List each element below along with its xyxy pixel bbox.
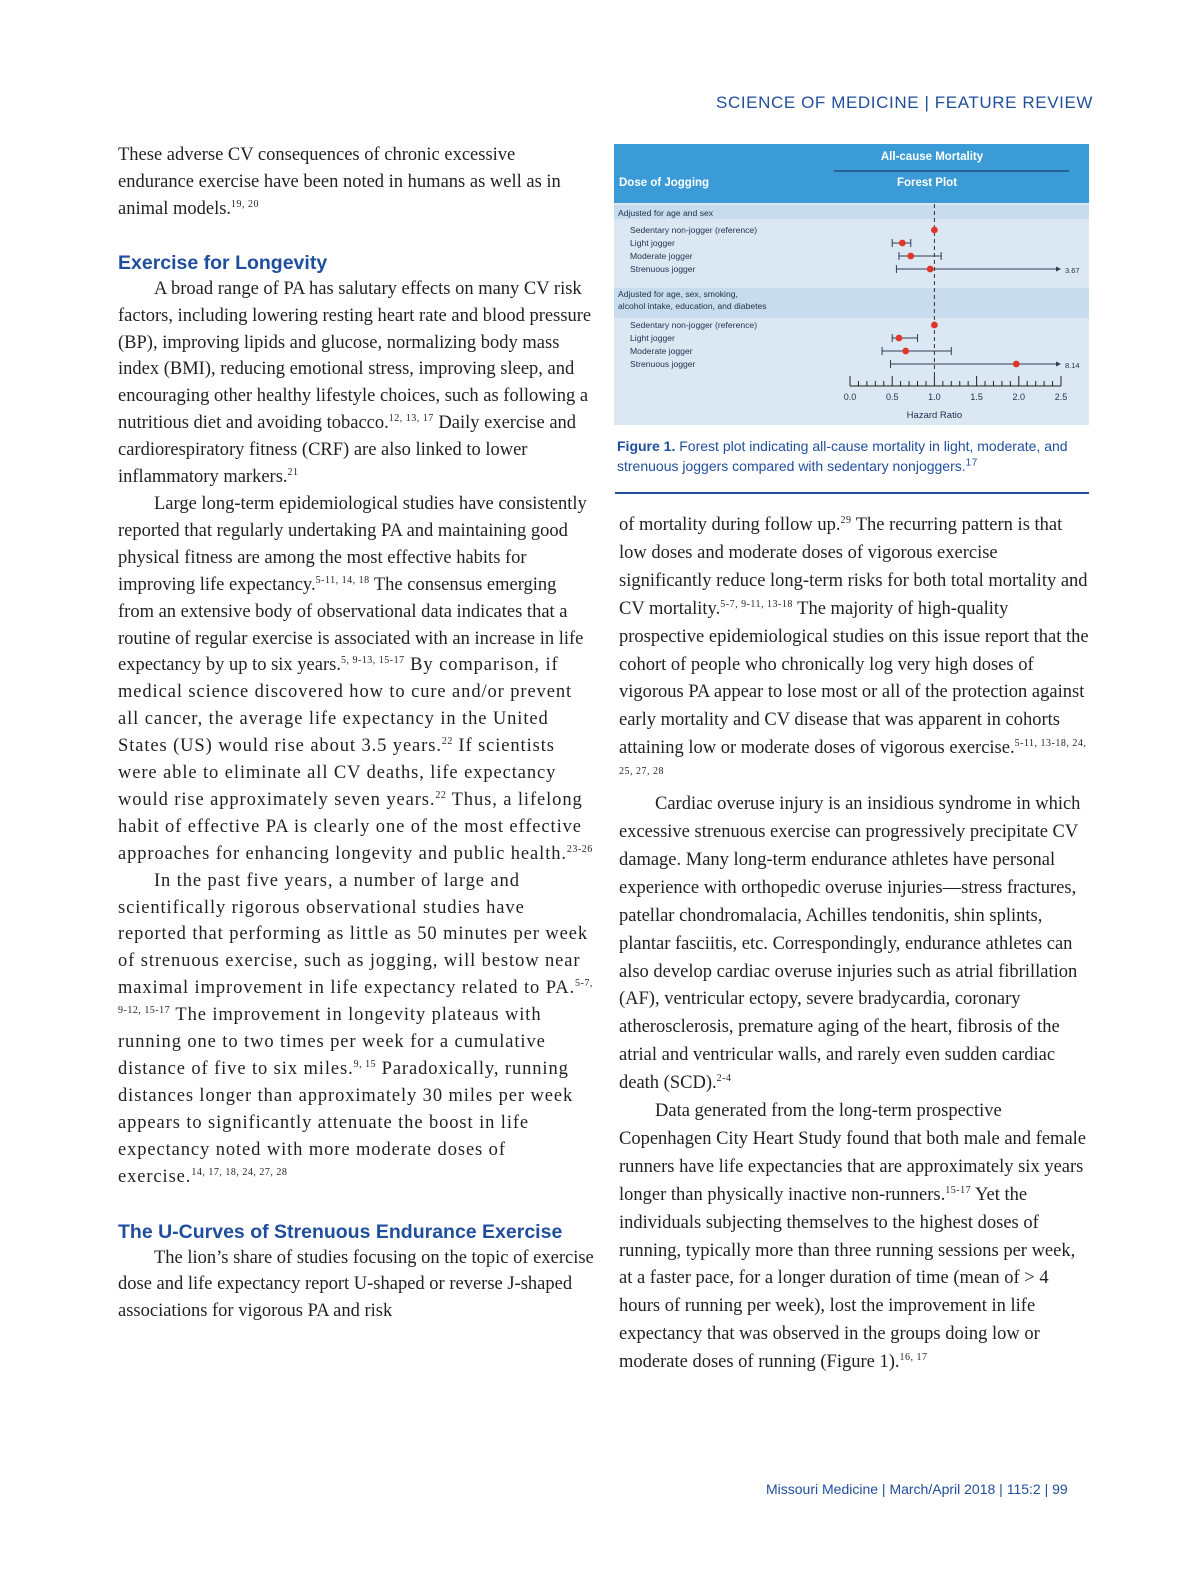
paragraph: In the past five years, a number of large and scientifically rigorous observational studies have reported that performing as little as 50 minutes per week of strenuous exercise, such as jogging, will bestow near maximal improvement in life expectancy related to PA.$^{5-7, 9-12, 15-17}$ The improvement in longevity plateaus with running one to two times per week for a cumulative distance of five to six miles.$^{9, 15}$ Paradoxically, running distances longer than approximately 30 miles per week appears to significantly attenuate the boost in life expectancy noted with more moderate doses of exercise.$^{14, 17, 18, 24, 27, 28}$ xyxy=(118,870,593,1187)
row-label: Moderate jogger xyxy=(630,346,693,356)
citation: 9, 15 xyxy=(353,1058,377,1070)
x-tick-label: 1.5 xyxy=(970,392,983,402)
header-chart-title: All-cause Mortality xyxy=(880,151,984,163)
hazard-ratio-point xyxy=(907,253,914,260)
ci-upper-label: 3.67 xyxy=(1065,266,1080,275)
hazard-ratio-point xyxy=(931,322,938,329)
row-label: Strenuous jogger xyxy=(630,264,696,274)
x-axis-title: Hazard Ratio xyxy=(906,410,963,421)
section-heading: Exercise for Longevity xyxy=(118,251,328,274)
header-dose-label: Dose of Jogging xyxy=(619,177,710,189)
figure-label: Figure 1. xyxy=(617,438,676,454)
citation: 16, 17 xyxy=(899,1352,928,1364)
citation: 5-11, 13-18, 24, 25, 27, 28 xyxy=(619,738,1087,777)
citation: 17 xyxy=(965,456,978,468)
row-label: Strenuous jogger xyxy=(630,359,696,369)
row-label: Light jogger xyxy=(630,333,675,343)
x-tick-label: 2.0 xyxy=(1012,392,1026,402)
hazard-ratio-point xyxy=(902,348,909,355)
hazard-ratio-point xyxy=(896,335,903,342)
figure-rule xyxy=(615,492,1089,494)
forest-plot-figure xyxy=(614,144,1089,425)
x-tick-label: 0.0 xyxy=(843,392,857,402)
group-label: Adjusted for age and sex xyxy=(618,208,714,218)
citation: 29 xyxy=(840,514,852,526)
citation: 14, 17, 18, 24, 27, 28 xyxy=(191,1166,288,1178)
hazard-ratio-point xyxy=(927,266,934,273)
x-tick-label: 1.0 xyxy=(928,392,941,402)
page-footer: Missouri Medicine | March/April 2018 | 115:2 | 99 xyxy=(766,1481,1068,1497)
hazard-ratio-point xyxy=(931,227,938,234)
section-heading: The U-Curves of Strenuous Endurance Exercise xyxy=(118,1220,563,1243)
figure-caption: Figure 1. Forest plot indicating all-cause mortality in light, moderate, and strenuous joggers compared with sedentary nonjoggers.$^{17}$ xyxy=(617,438,1068,474)
ci-upper-label: 8.14 xyxy=(1065,361,1080,370)
citation: 5-11, 14, 18 xyxy=(315,574,370,586)
citation: 5, 9-13, 15-17 xyxy=(340,655,405,667)
right-column xyxy=(619,512,1089,1377)
row-label: Moderate jogger xyxy=(630,251,693,261)
citation: 5-7, 9-11, 13-18 xyxy=(720,598,793,610)
paragraph: Data generated from the long-term prospective Copenhagen City Heart Study found that both male and female runners have life expectancies that are approximately six years longer than physically inactive non-runners.$^{15-17}$ Yet the individuals subjecting themselves to the highest doses of running, typically more than three running sessions per week, at a faster pace, for a longer duration of time (mean of > 4 hours of running per week), lost the improvement in life expectancy that was observed in the groups doing low or moderate doses of running (Figure 1).$^{16, 17}$ xyxy=(619,1101,1087,1373)
paragraph: These adverse CV consequences of chronic excessive endurance exercise have been noted in humans as well as in animal models.$^{19, 20}$ xyxy=(118,145,561,219)
row-label: Light jogger xyxy=(630,238,675,248)
citation: 15-17 xyxy=(945,1184,972,1196)
citation: 22 xyxy=(435,789,447,801)
row-label: Sedentary non-jogger (reference) xyxy=(630,320,758,330)
header-chart-subtitle: Forest Plot xyxy=(896,177,958,189)
paragraph: Large long-term epidemiological studies have consistently reported that regularly undertaking PA and maintaining good physical fitness are among the most effective habits for improving life expectancy.$^{5-11, 14, 18}$ The consensus emerging from an extensive body of observational data indicates that a routine of regular exercise is associated with an increase in life expectancy by up to six years.$^{5, 9-13, 15-17}$ By comparison, if medical science discovered how to cure and/or prevent all cancer, the average life expectancy in the United States (US) would rise about 3.5 years.$^{22}$ If scientists were able to eliminate all CV deaths, life expectancy would rise approximately seven years.$^{22}$ Thus, a lifelong habit of effective PA is clearly one of the most effective approaches for enhancing longevity and public health.$^{23-26}$ xyxy=(118,493,593,864)
citation: 12, 13, 17 xyxy=(388,413,434,425)
running-header: SCIENCE OF MEDICINE | FEATURE REVIEW xyxy=(716,93,1094,112)
group-label: alcohol intake, education, and diabetes xyxy=(618,301,767,311)
citation: 22 xyxy=(441,735,453,747)
paragraph: of mortality during follow up.$^{29}$ The recurring pattern is that low doses and moderate doses of vigorous exercise significantly reduce long-term risks for both total mortality and CV mortality.$^{5-7, 9-11, 13-18}$ The majority of high-quality prospective epidemiological studies on this issue report that the cohort of people who chronically log very high doses of vigorous PA appear to lose most or all of the protection against early mortality and CV disease that was apparent in cohorts attaining low or moderate doses of vigorous exercise.$^{5-11, 13-18, 24, 25, 27, 28}$ xyxy=(619,514,1089,777)
row-label: Sedentary non-jogger (reference) xyxy=(630,225,758,235)
left-column xyxy=(118,142,594,1325)
paragraph: The lion’s share of studies focusing on the topic of exercise dose and life expectancy report U-shaped or reverse J-shaped associations for vigorous PA and risk xyxy=(118,1247,594,1322)
x-tick-label: 2.5 xyxy=(1054,392,1068,402)
citation: 19, 20 xyxy=(231,198,260,210)
x-tick-label: 0.5 xyxy=(885,392,899,402)
header-band xyxy=(614,144,1089,203)
citation: 5-7, 9-12, 15-17 xyxy=(118,978,593,1017)
citation: 23-26 xyxy=(566,843,593,855)
citation: 2-4 xyxy=(716,1072,732,1084)
hazard-ratio-point xyxy=(1013,361,1020,368)
citation: 21 xyxy=(287,466,299,478)
paragraph: A broad range of PA has salutary effects on many CV risk factors, including lowering resting heart rate and blood pressure (BP), improving lipids and glucose, normalizing body mass index (BMI), reducing emotional stress, improving sleep, and encouraging other healthy lifestyle choices, such as following a nutritious diet and avoiding tobacco.$^{12, 13, 17}$ Daily exercise and cardiorespiratory fitness (CRF) are also linked to lower inflammatory markers.$^{21}$ xyxy=(118,278,592,488)
group-label: Adjusted for age, sex, smoking, xyxy=(618,289,738,299)
forest-plot xyxy=(614,144,1089,425)
paragraph: Cardiac overuse injury is an insidious syndrome in which excessive strenuous exercise can progressively precipitate CV damage. Many long-term endurance athletes have personal experience with orthopedic overuse injuries—stress fractures, patellar chondromalacia, Achilles tendonitis, shin splints, plantar fasciitis, etc. Correspondingly, endurance athletes can also develop cardiac overuse injuries such as atrial fibrillation (AF), ventricular ectopy, severe bradycardia, coronary atherosclerosis, premature aging of the heart, fibrosis of the atrial and ventricular walls, and rarely even sudden cardiac death (SCD).$^{2-4}$ xyxy=(619,794,1081,1094)
hazard-ratio-point xyxy=(899,240,906,247)
